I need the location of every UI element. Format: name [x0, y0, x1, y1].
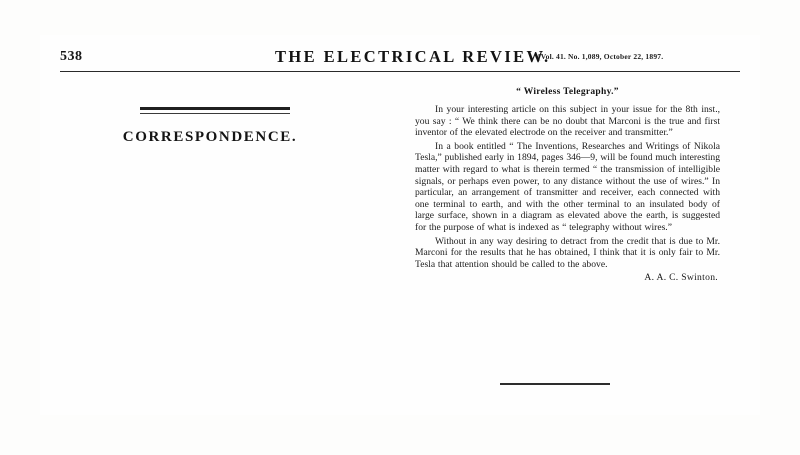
section-heading-correspondence: CORRESPONDENCE.: [122, 129, 298, 145]
letter-paragraph: In your interesting article on this subject in your issue for the 8th inst., you say : “ We think there can be no doubt that Marconi is the true and first inventor of the elevated electrode on the receiver and transmitter.”: [415, 104, 720, 139]
journal-title: THE ELECTRICAL REVIEW.: [275, 47, 551, 66]
letter-paragraph: Without in any way desiring to detract from the credit that is due to Mr. Marconi for the results that he has obtained, I think that it is only fair to Mr. Tesla that attention should be called to the above.: [415, 235, 720, 270]
right-column: [415, 87, 720, 283]
ornamental-rule-thick: [140, 107, 290, 110]
ornamental-rule-thin: [140, 113, 290, 114]
page-folio-number: 538: [60, 49, 83, 64]
letter-paragraph: In a book entitled “ The Inventions, Researches and Writings of Nikola Tesla,” published early in 1894, pages 346—9, will be found much interesting matter with regard to what is therein termed “ the transmission of intelligible signals, or perhaps even power, to any distance without the use of wires.” In particular, an arrangement of transmitter and receiver, each connected with one terminal to earth, and with the other terminal to an insulated body of large surface, shown in a diagram as elevated above the earth, is suggested for the purpose of what is indexed as “ telegraphy without wires.”: [415, 140, 720, 233]
masthead-divider-rule: [60, 71, 740, 72]
letter-signature: A. A. C. Swinton.: [644, 272, 718, 284]
page-masthead: [60, 47, 740, 73]
footer-divider-rule: [500, 383, 610, 385]
scanned-page-area: [40, 35, 760, 415]
issue-volume-date: [Vol. 41. No. 1,089, October 22, 1897.: [538, 52, 664, 61]
letter-title: “ Wireless Telegraphy.”: [516, 87, 619, 97]
